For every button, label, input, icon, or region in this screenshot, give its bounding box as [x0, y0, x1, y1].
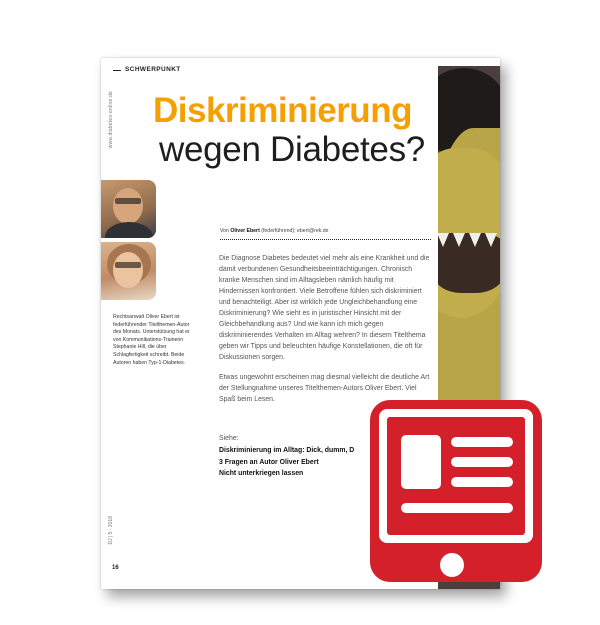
- image-placeholder-icon: [401, 435, 441, 489]
- title-line-1: Diskriminierung: [153, 91, 412, 130]
- page-number: 16: [112, 565, 119, 571]
- tablet-screen: [379, 409, 533, 543]
- monster-mouth: [431, 233, 500, 293]
- link-item[interactable]: Diskriminierung im Alltag: Dick, dumm, D: [219, 447, 355, 454]
- home-button-icon: [440, 553, 464, 577]
- link-item[interactable]: Nicht unterkriegen lassen: [219, 470, 304, 477]
- see-also-label: Siehe:: [219, 435, 239, 442]
- paragraph-2: Etwas ungewohnt erscheinen mag diesmal vielleicht die deutliche Art der Stellungnahme unseres Titelthemen-Autors Oliver Ebert. Viel Spaß beim Lesen.: [219, 374, 430, 403]
- author-photo-stephanie-hill: [101, 242, 156, 300]
- article-body: [219, 253, 433, 414]
- link-item[interactable]: 3 Fragen an Autor Oliver Ebert: [219, 458, 319, 466]
- author-photo-oliver-ebert: [101, 180, 156, 238]
- title-line-2: wegen Diabetes?: [159, 130, 425, 169]
- author-caption: Rechtsanwalt Oliver Ebert ist federführender Titelthemen-Autor des Monats. Unterstützung hat er von Kommunikations-Trainerin Stephanie Hill, die über Schlagfertigkeit schreibt. Beide Autoren haben Typ-1-Diabetes.: [113, 314, 190, 366]
- dotted-divider: [220, 239, 431, 240]
- article-reader-icon[interactable]: [370, 400, 542, 582]
- byline: Von Oliver Ebert (federführend); ebert@rek.de: [220, 228, 329, 234]
- paragraph-1: Die Diagnose Diabetes bedeutet viel mehr als eine Krankheit und die damit verbundenen Gesundheitsbeeinträchtigungen. Chronisch kranke Menschen sind im Alltagsleben nämlich häufig mit Hindernissen konfrontiert. Viele Betroffene fühlen sich diskriminiert und benachteiligt. Aber ist wirklich jede Ungleichbehandlung eine Diskriminierung? Wie sieht es in juristischer Hinsicht mit der Gleichbehandlung aus? Und wie kann ich mich gegen diskriminierendes Verhalten im Alltag wehren? In diesem Titelthema geben wir Tipps und beleuchten häufige Konstellationen, die oft für Diskussionen sorgen.: [219, 255, 430, 361]
- section-label: SCHWERPUNKT: [125, 66, 181, 73]
- side-url: www.diabetes-online.de: [108, 91, 114, 149]
- side-issue: DJ | 5 · 2018: [108, 516, 114, 545]
